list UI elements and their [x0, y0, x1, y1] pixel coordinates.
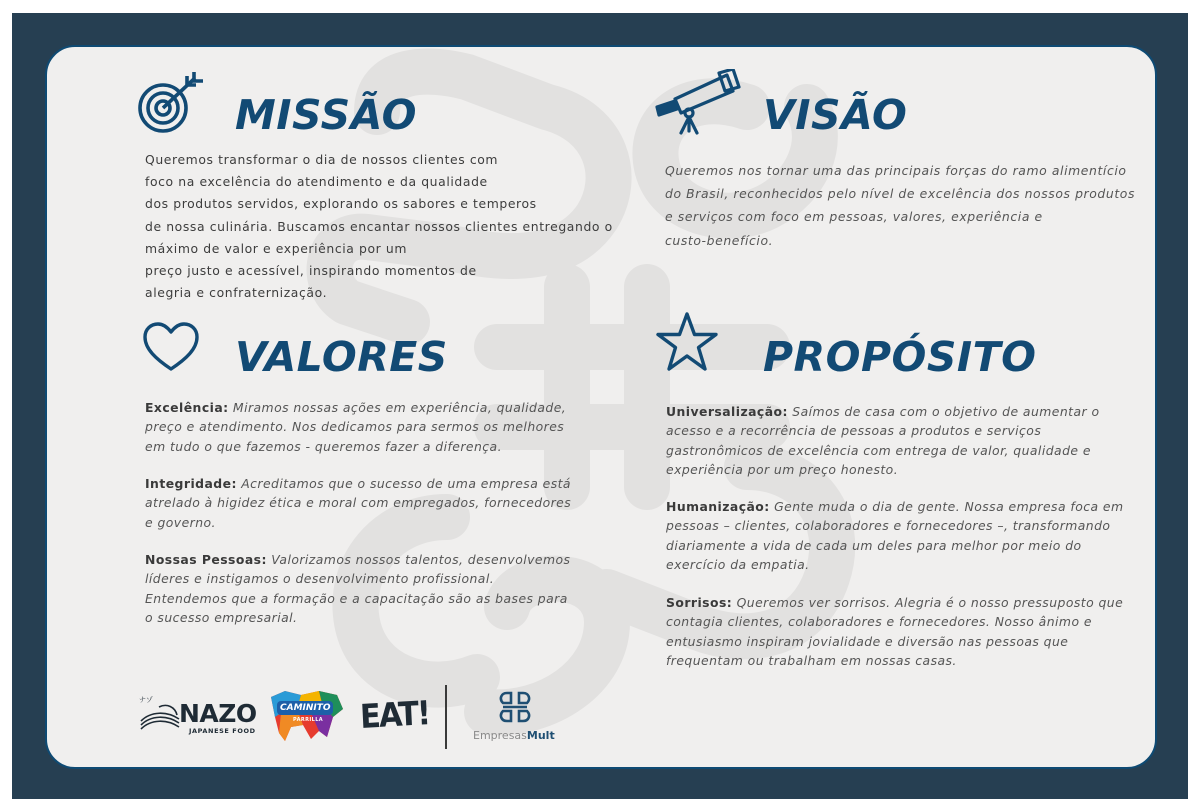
proposito-label: Humanização: [666, 499, 770, 514]
proposito-line: pessoas – clientes, colaboradores e fornecedores –, transformando [666, 518, 1111, 534]
visao-text [665, 159, 1135, 252]
proposito-line [666, 402, 1099, 421]
proposito-line: contagia clientes, colaboradores e fornecedores. Nosso ânimo e [666, 614, 1092, 630]
star-icon [654, 311, 720, 373]
proposito-line: gastronômicos de excelência com entrega de valor, qualidade e [666, 442, 1091, 458]
nazo-sub: JAPANESE FOOD [189, 727, 256, 735]
content-card [45, 45, 1157, 769]
valores-line: líderes e instigamos o desenvolvimento profissional. [145, 571, 495, 587]
missao-line: foco na excelência do atendimento e da qualidade [145, 174, 488, 190]
valores-line: preço e atendimento. Nos dedicamos para sermos os melhores [145, 419, 565, 435]
valores-line-text: Miramos nossas ações em experiência, qualidade, [228, 400, 567, 415]
missao-line: Queremos transformar o dia de nossos clientes com [145, 152, 499, 167]
logo-divider [445, 685, 447, 749]
valores-item [145, 550, 570, 627]
proposito-line [666, 593, 1123, 612]
cow-icon [267, 687, 345, 743]
target-icon [137, 72, 207, 136]
nazo-mark: ナゾ [139, 696, 153, 704]
valores-line [145, 474, 571, 493]
proposito-line: entusiasmo inspiram jovialidade e diversão nas pessoas que [666, 633, 1069, 649]
missao-line: alegria e confraternização. [145, 285, 328, 301]
empresas-light: Empresas [473, 729, 527, 742]
eat-logo [357, 695, 432, 734]
visao-title: VISÃO [763, 91, 908, 139]
valores-line: e governo. [145, 514, 216, 530]
proposito-line: experiência por um preço honesto. [666, 461, 899, 477]
visao-line: do Brasil, reconhecidos pelo nível de excelência dos nossos produtos [665, 186, 1136, 202]
empresas-mult-wordmark [473, 729, 555, 742]
mult-bold: Mult [526, 729, 555, 742]
caminito-logo [267, 687, 345, 743]
missao-title: MISSÃO [235, 91, 417, 139]
missao-line: preço justo e acessível, inspirando momentos de [145, 263, 477, 279]
heart-icon [142, 321, 200, 373]
proposito-item [666, 402, 1099, 479]
missao-line: dos produtos servidos, explorando os sabores e temperos [145, 196, 537, 212]
nazo-name: NAZO [179, 699, 257, 728]
valores-label: Excelência: [145, 400, 229, 415]
proposito-line: acesso e a recorrência de pessoas a produtos e serviços [666, 423, 1042, 439]
valores-line [145, 398, 566, 417]
visao-line: custo-benefício. [665, 232, 774, 248]
missao-line: de nossa culinária. Buscamos encantar nossos clientes entregando o [145, 218, 613, 234]
proposito-line: frequentam ou trabalham em nossas casas. [666, 652, 957, 668]
valores-line: o sucesso empresarial. [145, 609, 298, 625]
empresas-mult-icon [467, 689, 563, 725]
proposito-item [666, 593, 1123, 670]
proposito-item [666, 497, 1124, 574]
caminito-name: CAMINITO [280, 703, 331, 713]
proposito-line-text: Saímos de casa com o objetivo de aumentar o [787, 404, 1100, 419]
valores-item [145, 474, 571, 532]
missao-text [145, 149, 613, 304]
proposito-line: exercício da empatia. [666, 556, 810, 572]
proposito-label: Sorrisos: [666, 595, 733, 610]
eat-name: EAT! [359, 693, 430, 736]
empresas-mult-logo [467, 689, 563, 745]
visao-line: Queremos nos tornar uma das principais forças do ramo alimentício [665, 163, 1127, 178]
valores-line-text: Acreditamos que o sucesso de uma empresa está [236, 476, 571, 491]
proposito-line-text: Gente muda o dia de gente. Nossa empresa foca em [769, 499, 1124, 514]
valores-item [145, 398, 566, 456]
caminito-sub: PARRILLA [293, 717, 324, 723]
nazo-logo [137, 697, 259, 737]
valores-line: em tudo o que fazemos - queremos fazer a diferença. [145, 438, 502, 454]
valores-line-text: Valorizamos nossos talentos, desenvolvemos [266, 552, 571, 567]
missao-line: máximo de valor e experiência por um [145, 240, 408, 256]
valores-label: Nossas Pessoas: [145, 552, 267, 567]
valores-line: Entendemos que a formação e a capacitação são as bases para [145, 590, 568, 606]
proposito-label: Universalização: [666, 404, 788, 419]
valores-title: VALORES [235, 333, 448, 381]
proposito-line: diariamente a vida de cada um deles para melhor por meio do [666, 537, 1082, 553]
valores-line: atrelado à higidez ética e moral com empregados, fornecedores [145, 495, 572, 511]
proposito-title: PROPÓSITO [763, 333, 1037, 381]
proposito-line-text: Queremos ver sorrisos. Alegria é o nosso pressuposto que [732, 595, 1124, 610]
visao-line: e serviços com foco em pessoas, valores, experiência e [665, 209, 1043, 225]
valores-label: Integridade: [145, 476, 237, 491]
valores-line [145, 550, 570, 569]
proposito-line [666, 497, 1124, 516]
telescope-icon [649, 69, 741, 135]
